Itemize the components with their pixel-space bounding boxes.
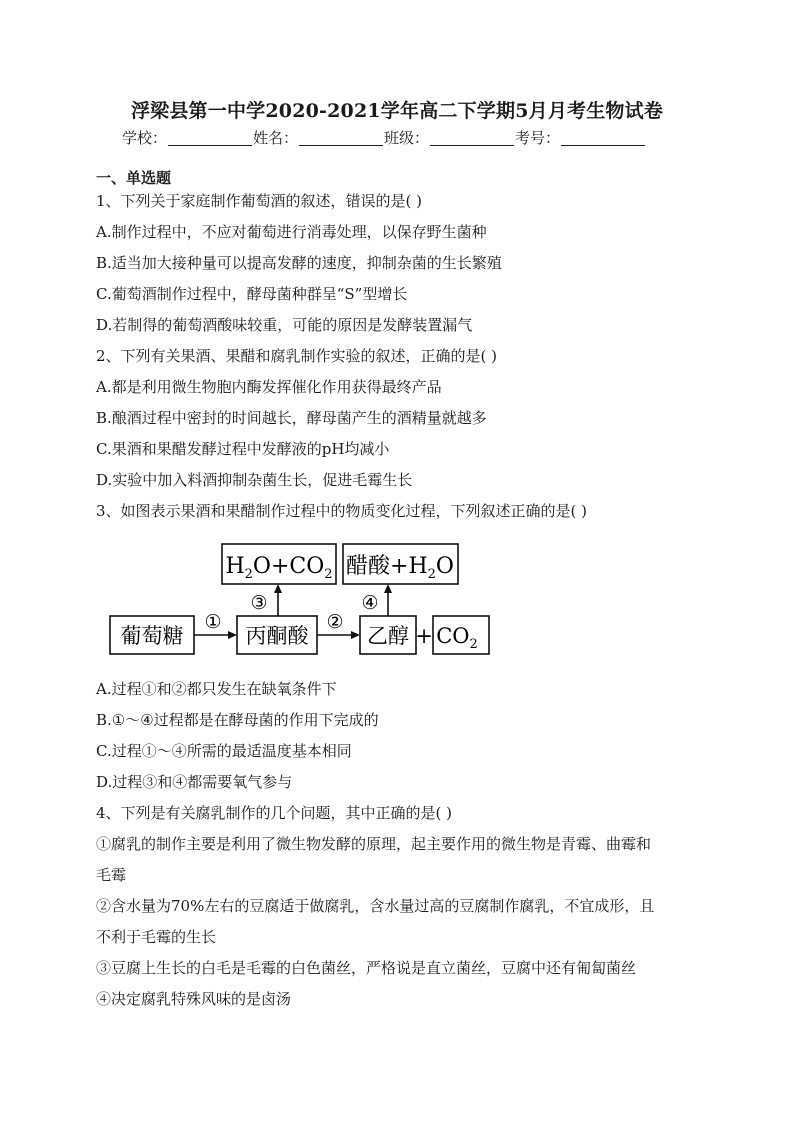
question-3-option-c: C.过程①～④所需的最适温度基本相同 [96,742,352,760]
class-label: 班级： [384,129,430,147]
question-4-stem: 4、下列是有关腐乳制作的几个问题，其中正确的是( ) [96,804,453,822]
question-1-option-a: A.制作过程中，不应对葡萄进行消毒处理，以保存野生菌种 [96,223,487,241]
question-4-statement-1: ①腐乳的制作主要是利用了微生物发酵的原理，起主要作用的微生物是青霉、曲霉和 [96,835,652,853]
pyruvate-label: 丙酮酸 [245,624,309,648]
class-blank[interactable] [430,131,514,146]
question-1-option-b: B.适当加大接种量可以提高发酵的速度，抑制杂菌的生长繁殖 [96,254,502,272]
name-blank[interactable] [299,131,383,146]
question-3-option-d: D.过程③和④都需要氧气参与 [96,773,293,791]
exam-no-label: 考号： [515,129,561,147]
question-4-statement-1-cont: 毛霉 [96,866,127,884]
question-1-stem: 1、下列关于家庭制作葡萄酒的叙述，错误的是( ) [96,192,423,210]
step-1-label: ① [204,611,222,633]
co2-label: $CO_2$ [436,624,478,652]
school-blank[interactable] [168,131,252,146]
question-2-option-c: C.果酒和果醋发酵过程中发酵液的pH均减小 [96,440,390,458]
question-3-option-b: B.①～④过程都是在酵母菌的作用下完成的 [96,711,379,729]
product-4-label: 醋酸$+H_2O$ [346,554,454,582]
school-label: 学校： [122,129,168,147]
student-info-line [122,127,646,148]
question-1-option-c: C.葡萄酒制作过程中，酵母菌种群呈“S”型增长 [96,285,408,303]
page-title: 浮梁县第一中学2020-2021学年高二下学期5月月考生物试卷 [130,100,664,122]
question-2-stem: 2、下列有关果酒、果醋和腐乳制作实验的叙述，正确的是( ) [96,347,498,365]
question-3-stem: 3、如图表示果酒和果醋制作过程中的物质变化过程，下列叙述正确的是( ) [96,502,588,520]
step-2-label: ② [326,611,344,633]
question-1-option-d: D.若制得的葡萄酒酸味较重，可能的原因是发酵装置漏气 [96,316,473,334]
section-heading: 一、单选题 [96,169,172,187]
question-4-statement-2: ②含水量为70%左右的豆腐适于做腐乳，含水量过高的豆腐制作腐乳，不宜成形，且 [96,897,655,915]
question-4-statement-2-cont: 不利于毛霉的生长 [96,928,217,946]
question-3-option-a: A.过程①和②都只发生在缺氧条件下 [96,680,337,698]
fermentation-pathway-diagram [106,541,496,659]
product-3-label: $H_2O+CO_2$ [225,554,333,582]
name-label: 姓名： [253,129,299,147]
step-3-label: ③ [250,592,268,614]
question-2-option-d: D.实验中加入料酒抑制杂菌生长，促进毛霉生长 [96,471,413,489]
step-4-label: ④ [361,592,379,614]
question-2-option-a: A.都是利用微生物胞内酶发挥催化作用获得最终产品 [96,378,442,396]
exam-no-blank[interactable] [561,131,645,146]
question-4-statement-4: ④决定腐乳特殊风味的是卤汤 [96,990,292,1008]
ethanol-label: 乙醇 [367,624,409,648]
question-2-option-b: B.酿酒过程中密封的时间越长，酵母菌产生的酒精量就越多 [96,409,487,427]
question-4-statement-3: ③豆腐上生长的白毛是毛霉的白色菌丝，严格说是直立菌丝，豆腐中还有匍匐菌丝 [96,959,637,977]
glucose-label: 葡萄糖 [120,624,184,648]
plus-sign: + [415,624,433,648]
